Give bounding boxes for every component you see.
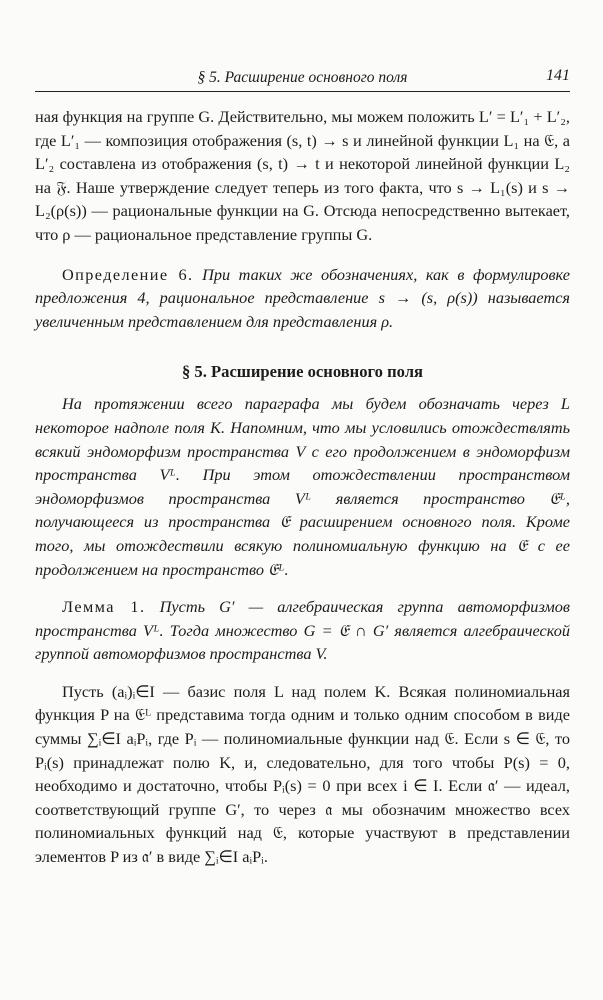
page-header <box>35 63 570 92</box>
definition-6 <box>35 263 570 334</box>
page-body <box>35 105 570 869</box>
lemma-1 <box>35 595 570 666</box>
lemma-text: Пусть G′ — алгебраическая группа автоморфизмов пространства Vᴸ. Тогда множество G = 𝔈 ∩ G′ является алгебраической группой автоморфизмов пространства V. <box>35 597 570 664</box>
running-title: § 5. Расширение основного поля <box>197 69 408 86</box>
definition-text: При таких же обозначениях, как в формулировке предложения 4, рациональное представление s → (s, ρ(s)) называется увеличенным представлением для представления ρ. <box>35 264 570 331</box>
section-intro: На протяжении всего параграфа мы будем обозначать через L некоторое надполе поля K. Напомним, что мы условились отождествлять всякий эндоморфизм пространства V с его продолжением в эндоморфизм пространства Vᴸ. При этом отождествлении пространством эндоморфизмов пространства Vᴸ является пространство 𝔈ᴸ, получающееся из пространства 𝔈 расширением основного поля. Кроме того, мы отождествили всякую полиномиальную функцию на 𝔈 с ее продолжением на пространство 𝔈ᴸ. <box>35 394 570 579</box>
section-title: § 5. Расширение основного поля <box>181 362 424 382</box>
proof-paragraph: Пусть (aᵢ)ᵢ∈I — базис поля L над полем K. Всякая полиномиальная функция P на 𝔈ᴸ представима тогда одним и только одним способом в виде суммы ∑ᵢ∈I aᵢPᵢ, где Pᵢ — полиномиальные функции над 𝔈. Если s ∈ 𝔈, то Pᵢ(s) принадлежат полю K, и, следовательно, для того чтобы P(s) = 0, необходимо и достаточно, чтобы Pᵢ(s) = 0 при всех i ∈ I. Если 𝔞′ — идеал, соответствующий группе G′, то через 𝔞 мы обозначим множество всех полиномиальных функций над 𝔈, которые участвуют в представлении элементов P из 𝔞′ в виде ∑ᵢ∈I aᵢPᵢ. <box>35 681 570 867</box>
definition-label: Определение 6. <box>62 264 194 284</box>
page-number: 141 <box>546 67 570 84</box>
lemma-label: Лемма 1. <box>62 597 146 617</box>
paragraph-continuation: ная функция на группе G. Действительно, мы можем положить L′ = L′₁ + L′₂, где L′₁ — композиция отображения (s, t) → s и линейной функции L₁ на 𝔈, а L′₂ составлена из отображения (s, t) → t и некоторой линейной функции L₂ на 𝔉. Наше утверждение следует теперь из того факта, что s → L₁(s) и s → L₂(ρ(s)) — рациональные функции на G. Отсюда непосредственно вытекает, что ρ — рациональное представление группы G. <box>35 107 570 244</box>
